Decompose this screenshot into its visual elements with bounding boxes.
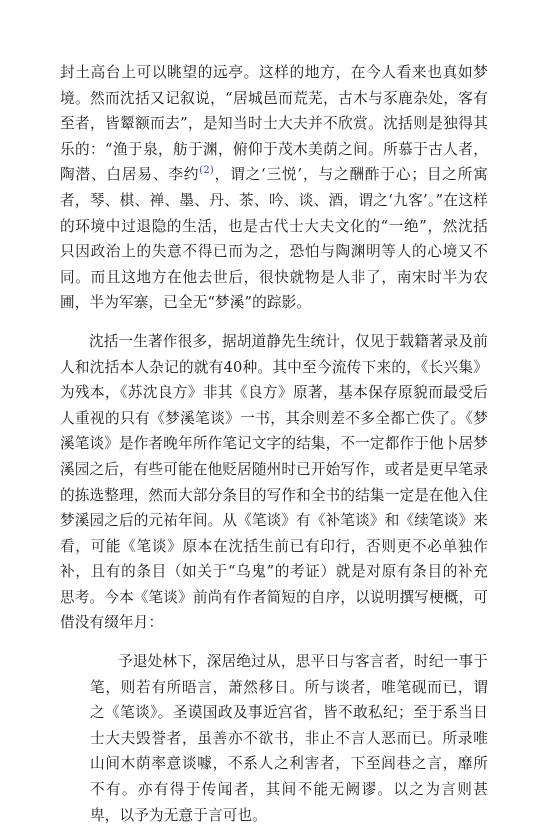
paragraph-works: 沈括一生著作很多，据胡道静先生统计，仅见于载籍著录及前人和沈括本人杂记的就有40种。其中至今流传下来的，《长兴集》为残本，《苏沈良方》非其《良方》原著，基本保存原貌而最受后人重视的只有《梦溪笔谈》一书，其余则差不多全都亡佚了。《梦溪笔谈》是作者晚年所作笔记文字的结集，不一定都作于他卜居梦溪园之后，有些可能在他贬居随州时已开始写作，或者是更早笔录的拣选整理，然而大部分条目的写作和全书的结集一定是在他入住梦溪园之后的元祐年间。从《笔谈》有《补笔谈》和《续笔谈》来看，可能《笔谈》原本在沈括生前已有印行，否则更不必单独作补，且有的条目（如关于“乌鬼”的考证）就是对原有条目的补充思考。今本《笔谈》前尚有作者简短的自序，以说明撰写梗概，可借没有缀年月： [60,332,488,632]
paragraph-text-continued: ，谓之‘三悦’，与之酬酢于心；目之所寓者，琴、棋、禅、墨、丹、茶、吟、谈、酒，谓之‘九客’。”在这样的环境中过退隐的生活，也是古代士大夫文化的“一绝”，然沈括只因政治上的失意不得已而为之，恐怕与陶渊明等人的心境又不同。而且这地方在他去世后，很快就物是人非了，南宋时半为农圃，半为军寨，已全无“梦溪”的踪影。 [60,166,488,312]
document-page [60,60,488,828]
block-quote-preface: 予退处林下，深居绝过从，思平日与客言者，时纪一事于笔，则若有所晤言，萧然移日。所与谈者，唯笔砚而已，谓之《笔谈》。圣谟国政及事近宫省，皆不敢私纪；至于系当日士大夫毁誉者，虽善亦不欲书，非止不言人恶而已。所录唯山间木荫率意谈噱，不系人之利害者，下至闾巷之言，靡所不有。亦有得于传闻者，其间不能无阙谬。以之为言则甚卑，以予为无意于言可也。 [90,653,488,824]
footnote-marker[interactable]: (2) [199,165,214,177]
paragraph-text: 封土高台上可以眺望的远亭。这样的地方，在今人看来也真如梦境。然而沈括又记叙说，“居城邑而荒芜，古木与豕鹿杂处，客有至者，皆颦额而去”，是知当时士大夫并不欣赏。沈括则是独得其乐的：“渔于泉，舫于渊，俯仰于茂木美荫之间。所慕于古人者，陶潜、白居易、李约 [60,64,488,184]
paragraph-garden-description [60,60,488,316]
